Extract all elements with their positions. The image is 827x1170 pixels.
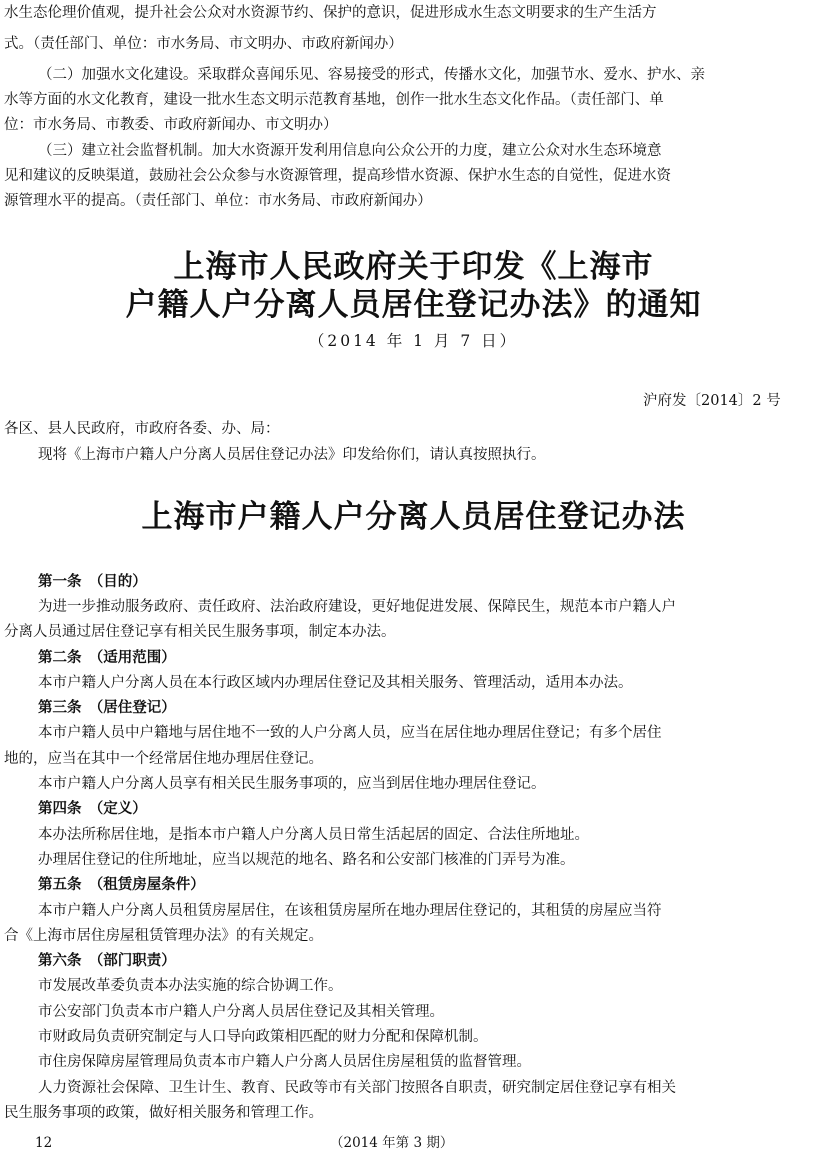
top-line-8: 源管理水平的提高。（责任部门、单位：市水务局、市政府新闻办） (4, 193, 432, 209)
top-line-4: 水等方面的水文化教育，建设一批水生态文明示范教育基地，创作一批水生态文化作品。（责任部门、单 (4, 92, 664, 108)
article-6-line-5: 人力资源社会保障、卫生计生、教育、民政等市有关部门按照各自职责，研究制定居住登记享有相关 (38, 1080, 676, 1096)
notice-title-line-1: 上海市人民政府关于印发《上海市 (173, 249, 654, 285)
article-1-heading: 第一条 （目的） (38, 573, 147, 590)
top-line-3: （二）加强水文化建设。采取群众喜闻乐见、容易接受的形式，传播水文化，加强节水、爱水、护水、亲 (38, 67, 705, 83)
notice-body: 现将《上海市户籍人户分离人员居住登记办法》印发给你们，请认真按照执行。 (38, 447, 546, 463)
article-1-line-2: 分离人员通过居住登记享有相关民生服务事项，制定本办法。 (4, 624, 396, 640)
article-3-line-1: 本市户籍人员中户籍地与居住地不一致的人户分离人员，应当在居住地办理居住登记；有多个居住 (38, 725, 662, 741)
article-5-line-2: 合《上海市居住房屋租赁管理办法》的有关规定。 (4, 928, 323, 944)
article-2-line-1: 本市户籍人户分离人员在本行政区域内办理居住登记及其相关服务、管理活动，适用本办法。 (38, 675, 633, 691)
article-3-line-2: 地的，应当在其中一个经常居住地办理居住登记。 (4, 751, 323, 767)
article-3-heading: 第三条 （居住登记） (38, 699, 176, 716)
article-5-line-1: 本市户籍人户分离人员租赁房屋居住，在该租赁房屋所在地办理居住登记的，其租赁的房屋应当符 (38, 903, 662, 919)
article-6-line-6: 民生服务事项的政策，做好相关服务和管理工作。 (4, 1105, 323, 1121)
article-2-heading: 第二条 （适用范围） (38, 649, 176, 666)
top-line-2: 式。（责任部门、单位：市水务局、市文明办、市政府新闻办） (4, 36, 403, 52)
top-line-1: 水生态伦理价值观，提升社会公众对水资源节约、保护的意识，促进形成水生态文明要求的生产生活方 (4, 5, 657, 21)
regulation-title: 上海市户籍人户分离人员居住登记办法 (141, 499, 686, 535)
article-5-heading: 第五条 （租赁房屋条件） (38, 876, 205, 893)
article-6-line-4: 市住房保障房屋管理局负责本市户籍人户分离人员居住房屋租赁的监督管理。 (38, 1054, 531, 1070)
article-6-heading: 第六条 （部门职责） (38, 952, 176, 969)
article-3-line-3: 本市户籍人户分离人员享有相关民生服务事项的，应当到居住地办理居住登记。 (38, 776, 546, 792)
top-line-5: 位：市水务局、市教委、市政府新闻办、市文明办） (4, 117, 338, 133)
article-6-line-2: 市公安部门负责本市户籍人户分离人员居住登记及其相关管理。 (38, 1004, 444, 1020)
article-1-line-1: 为进一步推动服务政府、责任政府、法治政府建设，更好地促进发展、保障民生，规范本市户籍人户 (38, 599, 676, 615)
page-number: 12 (35, 1135, 53, 1151)
article-6-line-3: 市财政局负责研究制定与人口导向政策相匹配的财力分配和保障机制。 (38, 1029, 488, 1045)
issue-label: （2014 年第 3 期） (330, 1135, 454, 1151)
article-6-line-1: 市发展改革委负责本办法实施的综合协调工作。 (38, 978, 343, 994)
article-4-line-1: 本办法所称居住地，是指本市户籍人户分离人员日常生活起居的固定、合法住所地址。 (38, 827, 589, 843)
notice-title-line-2: 户籍人户分离人员居住登记办法》的通知 (125, 287, 702, 323)
notice-recipients: 各区、县人民政府，市政府各委、办、局： (4, 421, 280, 437)
document-number: 沪府发〔2014〕2 号 (643, 393, 781, 409)
top-line-6: （三）建立社会监督机制。加大水资源开发利用信息向公众公开的力度，建立公众对水生态环境意 (38, 143, 662, 159)
article-4-line-2: 办理居住登记的住所地址，应当以规范的地名、路名和公安部门核准的门弄号为准。 (38, 852, 575, 868)
article-4-heading: 第四条 （定义） (38, 800, 147, 817)
notice-date: （2014 年 1 月 7 日） (308, 332, 519, 350)
top-line-7: 见和建议的反映渠道，鼓励社会公众参与水资源管理，提高珍惜水资源、保护水生态的自觉性，促进水资 (4, 168, 671, 184)
